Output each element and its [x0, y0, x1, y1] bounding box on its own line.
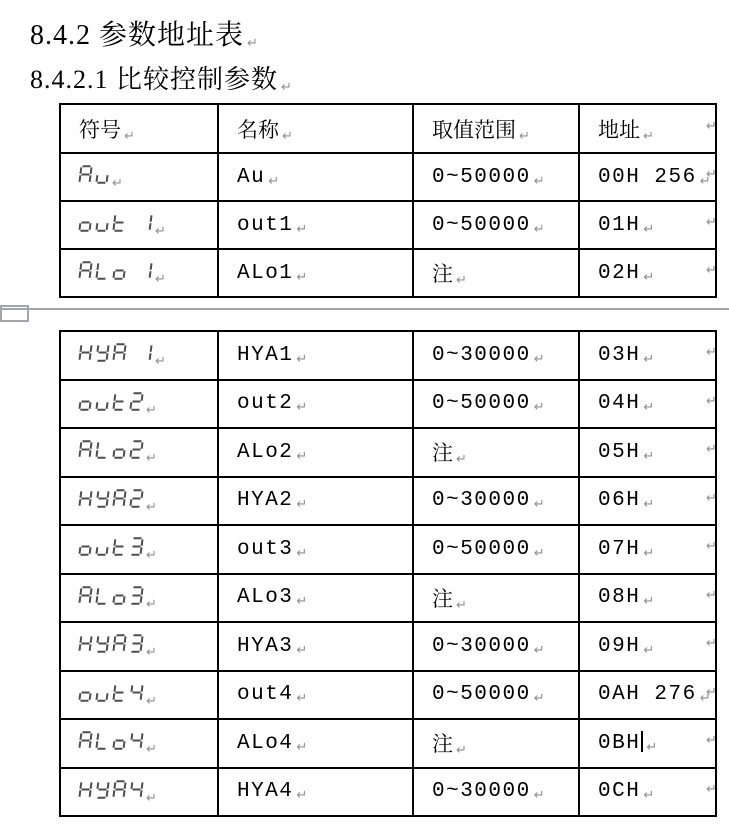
seven-segment-char-1 [138, 213, 153, 232]
name-cell-text: out1 [237, 213, 294, 237]
symbol-cell[interactable] [60, 671, 218, 720]
seven-segment-char-t [112, 213, 127, 232]
range-cell[interactable] [413, 331, 579, 380]
seven-segment-symbol-HYA4 [78, 780, 144, 799]
address-cell-text: 0CH [598, 780, 641, 804]
table-row [60, 331, 716, 380]
seven-segment-char-3 [129, 537, 144, 556]
range-cell[interactable] [413, 380, 579, 429]
seven-segment-char-H [78, 634, 93, 653]
name-cell-text: ALo2 [237, 440, 294, 464]
paragraph-mark-icon: ↵ [706, 263, 717, 278]
seven-segment-space [129, 213, 136, 232]
seven-segment-char-A [78, 165, 93, 184]
seven-segment-symbol-HYA3 [78, 634, 144, 653]
range-cell[interactable] [413, 201, 579, 249]
paragraph-mark-icon: ↵ [146, 596, 157, 612]
symbol-cell[interactable] [60, 622, 218, 671]
paragraph-mark-icon: ↵ [155, 354, 166, 370]
range-cell-text: 0~50000 [432, 213, 531, 237]
address-cell[interactable] [579, 153, 716, 201]
name-cell-text: ALo3 [237, 586, 294, 610]
paragraph-mark-icon: ↵ [155, 272, 166, 287]
seven-segment-char-2 [129, 489, 144, 508]
seven-segment-symbol-out4 [78, 683, 144, 702]
col-header-address[interactable] [579, 104, 716, 153]
range-cell-text: 注 [432, 732, 453, 757]
name-cell-text: HYA3 [237, 634, 294, 658]
table-header-row [60, 104, 716, 153]
paragraph-mark-icon: ↵ [146, 693, 157, 709]
range-cell[interactable] [413, 428, 579, 477]
name-cell[interactable] [218, 622, 413, 671]
text-cursor [641, 731, 643, 752]
address-cell[interactable] [579, 477, 716, 526]
name-cell-text: out4 [237, 683, 294, 707]
seven-segment-char-t [112, 537, 127, 556]
seven-segment-char-1 [138, 261, 153, 280]
name-cell-text: Au [237, 165, 266, 189]
paragraph-mark-icon: ↵ [706, 636, 717, 651]
table-row [60, 622, 716, 671]
seven-segment-char-A [78, 731, 93, 750]
address-cell[interactable] [579, 574, 716, 623]
paragraph-mark-icon: ↵ [533, 545, 545, 561]
range-cell-text: 0~30000 [432, 634, 531, 658]
col-header-name[interactable] [218, 104, 413, 153]
range-cell-text: 注 [432, 262, 453, 286]
paragraph-mark-icon: ↵ [281, 80, 292, 95]
paragraph-mark-icon: ↵ [643, 642, 655, 658]
seven-segment-char-Y [95, 634, 110, 653]
address-cell[interactable] [579, 380, 716, 429]
paragraph-mark-icon: ↵ [456, 273, 467, 288]
table-row [60, 477, 716, 526]
range-cell-text: 0~50000 [432, 537, 531, 561]
seven-segment-symbol-HYA2 [78, 489, 144, 508]
paragraph-mark-icon: ↵ [643, 788, 655, 804]
address-cell-text: 05H [598, 440, 641, 464]
paragraph-mark-icon: ↵ [706, 539, 717, 554]
paragraph-mark-icon: ↵ [146, 742, 157, 758]
table-row [60, 525, 716, 574]
paragraph-mark-icon: ↵ [643, 545, 655, 561]
table-row [60, 380, 716, 429]
address-cell-text: 08H [598, 586, 641, 610]
table-row [60, 201, 716, 249]
seven-segment-char-A [112, 489, 127, 508]
seven-segment-char-1 [138, 343, 153, 362]
seven-segment-char-L [95, 440, 110, 459]
paragraph-mark-icon: ↵ [643, 448, 655, 464]
seven-segment-symbol-ALo2 [78, 440, 144, 459]
symbol-cell[interactable] [60, 153, 218, 201]
paragraph-mark-icon: ↵ [699, 691, 711, 707]
paragraph-mark-icon: ↵ [296, 739, 308, 755]
range-cell-text: 0~50000 [432, 683, 531, 707]
seven-segment-char-u [95, 392, 110, 411]
name-cell[interactable] [218, 428, 413, 477]
address-cell[interactable] [579, 622, 716, 671]
paragraph-mark-icon: ↵ [296, 788, 308, 804]
seven-segment-symbol-ALo3 [78, 586, 144, 605]
paragraph-mark-icon: ↵ [533, 221, 545, 237]
section-heading-8421[interactable] [30, 59, 292, 96]
address-cell[interactable] [579, 768, 716, 817]
symbol-cell[interactable] [60, 331, 218, 380]
paragraph-mark-icon: ↵ [533, 642, 545, 658]
address-cell-text: 09H [598, 634, 641, 658]
symbol-cell[interactable] [60, 719, 218, 768]
table-row [60, 671, 716, 720]
seven-segment-char-o [78, 213, 93, 232]
seven-segment-symbol-ALo4 [78, 731, 144, 750]
paragraph-mark-icon: ↵ [519, 128, 530, 144]
range-cell[interactable] [413, 249, 579, 297]
range-cell-text: 0~30000 [432, 489, 531, 513]
seven-segment-space [129, 261, 136, 280]
paragraph-mark-icon: ↵ [296, 594, 308, 610]
seven-segment-symbol-ALo1 [78, 261, 153, 280]
seven-segment-space [129, 343, 136, 362]
paragraph-mark-icon: ↵ [699, 173, 711, 189]
seven-segment-char-o [78, 537, 93, 556]
paragraph-mark-icon: ↵ [706, 215, 717, 230]
paragraph-mark-icon: ↵ [533, 691, 545, 707]
symbol-cell[interactable] [60, 525, 218, 574]
seven-segment-char-H [78, 489, 93, 508]
paragraph-mark-icon: ↵ [533, 400, 545, 416]
page-margin-box [0, 305, 29, 322]
seven-segment-char-H [78, 780, 93, 799]
symbol-cell[interactable] [60, 201, 218, 249]
paragraph-mark-icon: ↵ [646, 740, 658, 756]
paragraph-mark-icon: ↵ [247, 36, 258, 51]
name-cell[interactable] [218, 153, 413, 201]
seven-segment-symbol-out3 [78, 537, 144, 556]
name-cell[interactable] [218, 331, 413, 380]
seven-segment-char-3 [129, 634, 144, 653]
param-table-upper [59, 103, 717, 298]
name-cell[interactable] [218, 477, 413, 526]
paragraph-mark-icon: ↵ [456, 743, 467, 759]
paragraph-mark-icon: ↵ [706, 393, 717, 409]
symbol-cell[interactable] [60, 428, 218, 477]
paragraph-mark-icon: ↵ [706, 345, 717, 360]
seven-segment-char-A [78, 586, 93, 605]
range-cell-text: 0~50000 [432, 392, 531, 416]
paragraph-mark-icon: ↵ [456, 597, 467, 613]
paragraph-mark-icon: ↵ [146, 451, 157, 467]
paragraph-mark-icon: ↵ [296, 691, 308, 707]
name-cell-text: HYA1 [237, 343, 294, 367]
seven-segment-char-Y [95, 489, 110, 508]
name-cell[interactable] [218, 201, 413, 249]
seven-segment-char-t [112, 392, 127, 411]
param-table-lower [59, 330, 717, 817]
name-cell-text: out2 [237, 392, 294, 416]
seven-segment-char-L [95, 731, 110, 750]
range-cell-text: 注 [432, 586, 453, 611]
range-cell[interactable] [413, 671, 579, 720]
paragraph-mark-icon: ↵ [643, 497, 655, 513]
paragraph-mark-icon: ↵ [643, 594, 655, 610]
seven-segment-char-o [112, 440, 127, 459]
paragraph-mark-icon: ↵ [643, 400, 655, 416]
seven-segment-char-u [95, 165, 110, 184]
name-cell[interactable] [218, 380, 413, 429]
address-cell-text: 04H [598, 392, 641, 416]
symbol-cell[interactable] [60, 477, 218, 526]
seven-segment-char-Y [95, 343, 110, 362]
paragraph-mark-icon: ↵ [643, 269, 655, 285]
table-row [60, 719, 716, 768]
range-cell[interactable] [413, 768, 579, 817]
seven-segment-char-t [112, 683, 127, 702]
name-cell[interactable] [218, 719, 413, 768]
paragraph-mark-icon: ↵ [533, 351, 545, 367]
table-row [60, 153, 716, 201]
paragraph-mark-icon: ↵ [296, 545, 308, 561]
paragraph-mark-icon: ↵ [643, 351, 655, 367]
seven-segment-char-4 [129, 780, 144, 799]
paragraph-mark-icon: ↵ [296, 642, 308, 658]
range-cell[interactable] [413, 574, 579, 623]
address-cell-text: 07H [598, 537, 641, 561]
name-cell-text: ALo4 [237, 731, 294, 755]
address-cell-text: 02H [598, 261, 641, 285]
paragraph-mark-icon: ↵ [706, 442, 717, 457]
paragraph-mark-icon: ↵ [146, 645, 157, 661]
seven-segment-char-L [95, 586, 110, 605]
seven-segment-char-o [78, 683, 93, 702]
address-cell[interactable] [579, 671, 716, 720]
paragraph-mark-icon: ↵ [146, 402, 157, 418]
range-cell-text: 0~30000 [432, 780, 531, 804]
name-cell-text: HYA4 [237, 780, 294, 804]
page-break-line [0, 308, 729, 310]
table-row [60, 768, 716, 817]
address-cell-text: 0BH [598, 732, 641, 756]
seven-segment-char-3 [129, 586, 144, 605]
name-cell-text: ALo1 [237, 261, 294, 285]
paragraph-mark-icon: ↵ [533, 497, 545, 513]
paragraph-mark-icon: ↵ [706, 167, 717, 182]
paragraph-mark-icon: ↵ [706, 684, 717, 700]
seven-segment-char-u [95, 683, 110, 702]
paragraph-mark-icon: ↵ [533, 173, 545, 189]
name-cell[interactable] [218, 525, 413, 574]
range-cell[interactable] [413, 525, 579, 574]
paragraph-mark-icon: ↵ [296, 497, 308, 513]
col-header-label: 取值范围 [432, 117, 516, 142]
paragraph-mark-icon: ↵ [643, 221, 655, 237]
seven-segment-symbol-out1 [78, 213, 153, 232]
address-cell-text: 03H [598, 343, 641, 367]
range-cell[interactable] [413, 719, 579, 768]
address-cell-text: 06H [598, 489, 641, 513]
paragraph-mark-icon: ↵ [533, 788, 545, 804]
address-cell[interactable] [579, 525, 716, 574]
col-header-label: 地址 [598, 117, 640, 142]
table-row [60, 574, 716, 623]
paragraph-mark-icon: ↵ [706, 733, 717, 748]
address-cell[interactable] [579, 201, 716, 249]
name-cell[interactable] [218, 768, 413, 817]
col-header-symbol[interactable] [60, 104, 218, 153]
paragraph-mark-icon: ↵ [282, 128, 293, 144]
paragraph-mark-icon: ↵ [146, 548, 157, 564]
seven-segment-char-A [78, 440, 93, 459]
seven-segment-symbol-HYA1 [78, 343, 153, 362]
address-cell[interactable] [579, 719, 716, 768]
seven-segment-char-A [78, 261, 93, 280]
symbol-cell[interactable] [60, 574, 218, 623]
section-heading-842[interactable] [30, 13, 258, 53]
address-cell[interactable] [579, 428, 716, 477]
seven-segment-symbol-out2 [78, 392, 144, 411]
seven-segment-char-Y [95, 780, 110, 799]
address-cell-text: 01H [598, 213, 641, 237]
paragraph-mark-icon: ↵ [146, 499, 157, 515]
paragraph-mark-icon: ↵ [296, 351, 308, 367]
symbol-cell[interactable] [60, 249, 218, 297]
name-cell-text: out3 [237, 537, 294, 561]
paragraph-mark-icon: ↵ [706, 119, 717, 134]
range-cell-text: 0~50000 [432, 165, 531, 189]
seven-segment-char-A [112, 634, 127, 653]
range-cell[interactable] [413, 622, 579, 671]
paragraph-mark-icon: ↵ [296, 400, 308, 416]
paragraph-mark-icon: ↵ [124, 128, 135, 144]
table-row [60, 249, 716, 297]
seven-segment-char-o [112, 731, 127, 750]
name-cell[interactable] [218, 671, 413, 720]
seven-segment-char-o [78, 392, 93, 411]
seven-segment-char-u [95, 213, 110, 232]
name-cell-text: HYA2 [237, 489, 294, 513]
paragraph-mark-icon: ↵ [706, 490, 717, 506]
col-header-label: 名称 [237, 117, 279, 142]
address-cell[interactable] [579, 331, 716, 380]
seven-segment-char-4 [129, 683, 144, 702]
seven-segment-char-o [112, 261, 127, 280]
col-header-label: 符号 [79, 117, 121, 142]
range-cell[interactable] [413, 153, 579, 201]
symbol-cell[interactable] [60, 380, 218, 429]
paragraph-mark-icon: ↵ [296, 448, 308, 464]
table-row [60, 428, 716, 477]
col-header-range[interactable] [413, 104, 579, 153]
name-cell[interactable] [218, 249, 413, 297]
seven-segment-char-A [112, 343, 127, 362]
paragraph-mark-icon: ↵ [155, 224, 166, 239]
paragraph-mark-icon: ↵ [456, 452, 467, 468]
address-cell[interactable] [579, 249, 716, 297]
seven-segment-char-2 [129, 440, 144, 459]
paragraph-mark-icon: ↵ [706, 781, 717, 797]
paragraph-mark-icon: ↵ [146, 790, 157, 806]
seven-segment-char-A [112, 780, 127, 799]
seven-segment-char-4 [129, 731, 144, 750]
range-cell-text: 注 [432, 441, 453, 466]
seven-segment-char-H [78, 343, 93, 362]
paragraph-mark-icon: ↵ [296, 269, 308, 285]
seven-segment-char-L [95, 261, 110, 280]
seven-segment-char-o [112, 586, 127, 605]
address-cell-text: 0AH 276 [598, 683, 697, 707]
paragraph-mark-icon: ↵ [296, 221, 308, 237]
seven-segment-char-2 [129, 392, 144, 411]
symbol-cell[interactable] [60, 768, 218, 817]
address-cell-text: 00H 256 [598, 165, 697, 189]
paragraph-mark-icon: ↵ [268, 173, 280, 189]
paragraph-mark-icon: ↵ [643, 128, 654, 144]
name-cell[interactable] [218, 574, 413, 623]
section-heading-text: 8.4.2 参数地址表 [30, 20, 245, 51]
paragraph-mark-icon: ↵ [112, 176, 123, 191]
range-cell[interactable] [413, 477, 579, 526]
paragraph-mark-icon: ↵ [706, 587, 717, 603]
section-heading-text: 8.4.2.1 比较控制参数 [30, 65, 279, 94]
seven-segment-char-u [95, 537, 110, 556]
range-cell-text: 0~30000 [432, 343, 531, 367]
seven-segment-symbol-Au [78, 165, 110, 184]
